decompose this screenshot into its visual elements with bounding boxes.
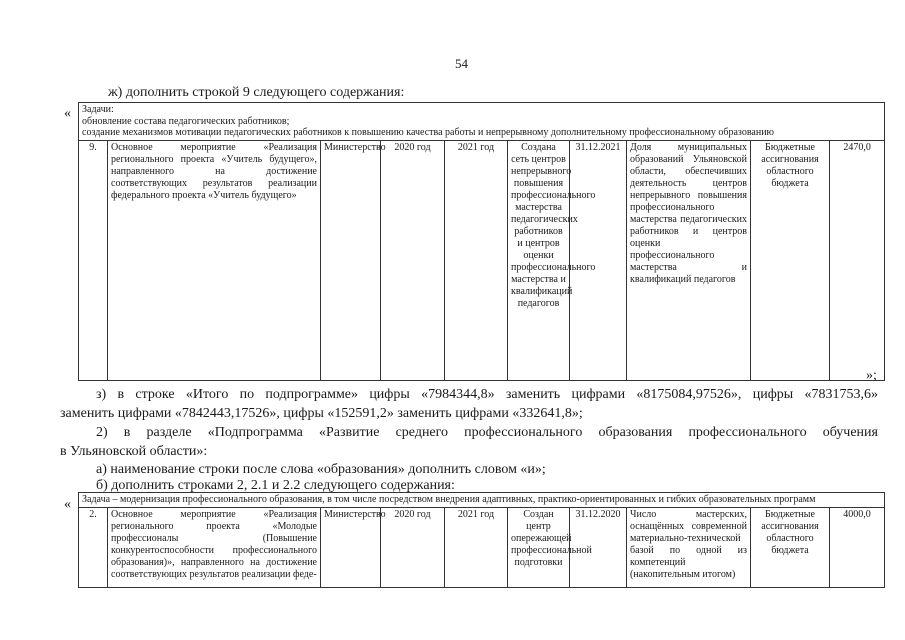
funding-source: Бюджетные ассигнования областного бюджета xyxy=(751,140,830,380)
opening-quote-2: « xyxy=(64,497,71,512)
measure-name: Основное мероприятие «Реализация регионального проекта «Учитель будущего», направленного на достижение соответствующих результатов реализации федерального проекта «Учитель будущего» xyxy=(108,140,321,380)
funding-amount: 4000,0 xyxy=(830,508,885,588)
funding-amount: 2470,0 xyxy=(830,140,885,380)
paragraph-z-line2: заменить цифрами «7842443,17526», цифры «152591,2» заменить цифрами «332641,8»; xyxy=(60,406,583,421)
intro-item-g: ж) дополнить строкой 9 следующего содержания: xyxy=(108,85,405,100)
paragraph-2-line2: в Ульяновской области»: xyxy=(60,444,208,459)
row-number: 9. xyxy=(79,140,108,380)
page-number: 54 xyxy=(455,56,468,71)
expected-result: Создан центр опережающей профессиональной подготовки xyxy=(508,508,570,588)
row-number: 2. xyxy=(79,508,108,588)
funding-source: Бюджетные ассигнования областного бюджета xyxy=(751,508,830,588)
paragraph-z-line1: з) в строке «Итого по подпрограмме» цифры «7984344,8» заменить цифрами «8175084,97526», цифры «7831753,6» xyxy=(96,387,878,402)
executor: Министерство xyxy=(321,140,381,380)
end-year: 2021 год xyxy=(445,508,508,588)
target-indicator: Доля муниципальных образований Ульяновской области, обеспечивших деятельность центров непрерывного повышения профессионального мастерства педагогических работников и центров оценки профессионального мастерства и квалификаций педагогов xyxy=(627,140,751,380)
tasks-line: обновление состава педагогических работников; xyxy=(82,115,290,127)
target-indicator: Число мастерских, оснащённых современной материально-технической базой по одной из компетенций (накопительным итогом) xyxy=(627,508,751,588)
measure-name: Основное мероприятие «Реализация регионального проекта «Молодые профессионалы (Повышение конкурентоспособности профессионального образования)», направленного на достижение соответствующих результатов реализации феде- xyxy=(108,508,321,588)
table-addition-row-2 xyxy=(78,492,885,588)
closing-quote-1: »; xyxy=(866,368,877,383)
target-date: 31.12.2020 xyxy=(570,508,627,588)
opening-quote-1: « xyxy=(64,106,71,121)
expected-result: Создана сеть центров непрерывного повышения профессионального мастерства педагогических работников и центров оценки профессионального мастерства и квалификаций педагогов xyxy=(508,140,570,380)
start-year: 2020 год xyxy=(381,140,445,380)
end-year: 2021 год xyxy=(445,140,508,380)
tasks-line: создание механизмов мотивации педагогических работников к повышению качества работы и непрерывному дополнительному профессиональному образованию xyxy=(82,127,775,138)
tasks-cell xyxy=(79,103,885,141)
tasks-line: Задачи: xyxy=(82,104,114,115)
paragraph-2-line1: 2) в разделе «Подпрограмма «Развитие среднего профессионального образования профессионального обучения xyxy=(96,425,878,440)
executor: Министерство xyxy=(321,508,381,588)
task-cell: Задача – модернизация профессионального образования, в том числе посредством внедрения адаптивных, практико-ориентированных и гибких образовательных программ xyxy=(79,493,885,508)
target-date: 31.12.2021 xyxy=(570,140,627,380)
paragraph-b: б) дополнить строками 2, 2.1 и 2.2 следующего содержания: xyxy=(96,478,455,493)
paragraph-a: а) наименование строки после слова «образования» дополнить словом «и»; xyxy=(96,462,546,477)
table-addition-row-9 xyxy=(78,102,885,381)
start-year: 2020 год xyxy=(381,508,445,588)
